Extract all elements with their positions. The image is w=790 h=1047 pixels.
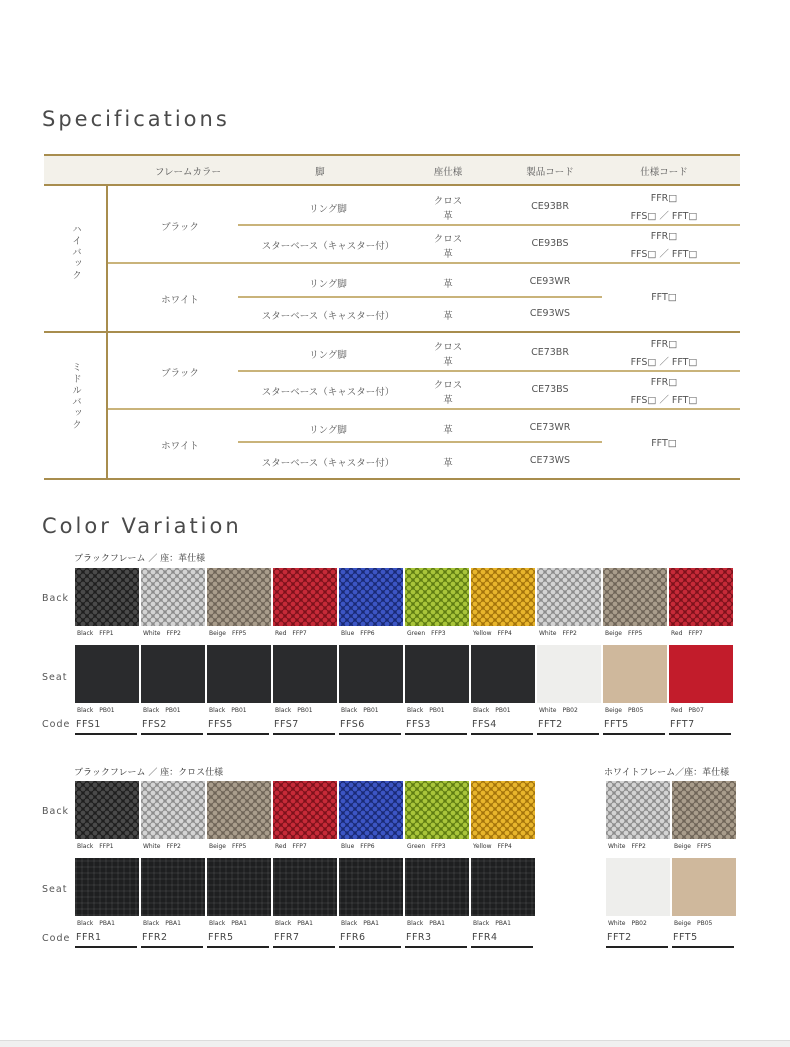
leg-cell: リング脚 (309, 425, 347, 436)
color-label-white: ホワイト (161, 295, 199, 306)
spec-code-label: FFT7 (670, 719, 695, 730)
back-swatch-caption: Red FFP7 (275, 843, 307, 850)
spec-code-label: FFS5 (208, 719, 233, 730)
group-rule (44, 331, 740, 333)
back-swatch (207, 781, 271, 839)
color-variation-title: Color Variation (42, 514, 242, 538)
leg-cell: スターベース（キャスター付） (261, 458, 395, 469)
color-label-white: ホワイト (161, 441, 199, 452)
seat-swatch-caption: Red PB07 (671, 707, 704, 714)
back-swatch-caption: Beige FFP5 (209, 843, 247, 850)
code-underline (603, 733, 665, 735)
leg-cell: スターベース（キャスター付） (261, 311, 395, 322)
spec-code-label: FFT2 (538, 719, 563, 730)
back-swatch (273, 781, 337, 839)
header-leg: 脚 (315, 167, 325, 178)
spec-code-label: FFR2 (142, 932, 168, 943)
seat-swatch-caption: Black PB01 (473, 707, 511, 714)
back-swatch-caption: White FFP2 (608, 843, 646, 850)
back-swatch-caption: Green FFP3 (407, 630, 446, 637)
back-swatch (339, 781, 403, 839)
seat-cell: クロス (433, 380, 463, 391)
seat-swatch (669, 645, 733, 703)
seat-swatch-caption: White PB02 (608, 920, 647, 927)
seat-swatch (141, 858, 205, 916)
spec-code-cell: FFR□ (650, 231, 678, 242)
seat-swatch (339, 645, 403, 703)
seat-swatch (603, 645, 667, 703)
leg-cell: スターベース（キャスター付） (261, 241, 395, 252)
product-code-cell: CE93WS (529, 308, 571, 319)
spec-code-cell: FFS□ ／ FFT□ (630, 395, 698, 406)
code-underline (669, 733, 731, 735)
seat-swatch (339, 858, 403, 916)
back-swatch (471, 781, 535, 839)
product-code-cell: CE93BR (531, 201, 569, 212)
row-rule (238, 370, 740, 372)
side-label-code: Code (42, 719, 71, 730)
back-swatch-caption: Black FFP1 (77, 630, 114, 637)
header-spec-code: 仕様コード (640, 167, 688, 178)
seat-cell: 革 (443, 311, 453, 322)
code-underline (141, 946, 203, 948)
spec-code-label: FFR1 (76, 932, 102, 943)
back-swatch-caption: Red FFP7 (671, 630, 703, 637)
seat-swatch-caption: Black PB01 (143, 707, 181, 714)
code-underline (537, 733, 599, 735)
back-swatch-caption: Green FFP3 (407, 843, 446, 850)
leg-cell: リング脚 (309, 350, 347, 361)
back-swatch-caption: Yellow FFP4 (473, 630, 512, 637)
group-label-midback: ミドルバック (70, 362, 81, 431)
back-swatch (405, 781, 469, 839)
code-underline (273, 733, 335, 735)
spec-code-cell: FFR□ (650, 193, 678, 204)
back-swatch (603, 568, 667, 626)
seat-swatch (75, 645, 139, 703)
code-underline (672, 946, 734, 948)
spec-code-label: FFR5 (208, 932, 234, 943)
back-swatch-caption: White FFP2 (539, 630, 577, 637)
side-label-seat: Seat (42, 672, 68, 683)
seat-cell: 革 (443, 249, 453, 260)
back-swatch (75, 781, 139, 839)
code-underline (471, 946, 533, 948)
seat-cell: 革 (443, 395, 453, 406)
back-swatch-caption: Beige FFP5 (605, 630, 643, 637)
seat-swatch-caption: Black PBA1 (341, 920, 379, 927)
code-underline (339, 733, 401, 735)
color-label-black: ブラック (161, 222, 199, 233)
side-label-code: Code (42, 933, 71, 944)
seat-swatch-caption: Black PBA1 (77, 920, 115, 927)
back-swatch-caption: Beige FFP5 (674, 843, 712, 850)
seat-swatch-caption: Beige PB05 (674, 920, 713, 927)
back-swatch-caption: Red FFP7 (275, 630, 307, 637)
product-code-cell: CE73WR (529, 422, 571, 433)
seat-swatch (273, 858, 337, 916)
back-swatch-caption: White FFP2 (143, 630, 181, 637)
code-underline (207, 946, 269, 948)
spec-code-label: FFR3 (406, 932, 432, 943)
back-swatch-caption: Blue FFP6 (341, 843, 375, 850)
group-label-highback: ハイバック (70, 224, 81, 282)
seat-swatch (141, 645, 205, 703)
product-code-cell: CE73WS (529, 455, 571, 466)
spec-code-label: FFT5 (673, 932, 698, 943)
code-underline (141, 733, 203, 735)
seat-swatch-caption: Black PBA1 (209, 920, 247, 927)
spec-code-cell: FFR□ (650, 339, 678, 350)
code-underline (405, 946, 467, 948)
seat-cell: 革 (443, 357, 453, 368)
spec-code-label: FFS6 (340, 719, 365, 730)
seat-cell: 革 (443, 425, 453, 436)
side-label-seat: Seat (42, 884, 68, 895)
spec-code-cell: FFT□ (651, 438, 677, 449)
back-swatch (405, 568, 469, 626)
back-swatch (141, 781, 205, 839)
spec-top-rule (44, 154, 740, 156)
row-rule (238, 441, 602, 443)
seat-swatch (405, 645, 469, 703)
spec-code-label: FFR6 (340, 932, 366, 943)
seat-swatch (207, 858, 271, 916)
spec-code-label: FFT2 (607, 932, 632, 943)
code-underline (273, 946, 335, 948)
seat-swatch-caption: Black PBA1 (473, 920, 511, 927)
back-swatch-caption: Blue FFP6 (341, 630, 375, 637)
back-swatch-caption: Black FFP1 (77, 843, 114, 850)
seat-swatch (207, 645, 271, 703)
seat-cell: クロス (433, 196, 463, 207)
back-swatch (75, 568, 139, 626)
color-rule (108, 408, 740, 410)
spec-header-rule (44, 184, 740, 186)
header-frame-color: フレームカラー (154, 167, 222, 178)
spec-code-label: FFR7 (274, 932, 300, 943)
leg-cell: スターベース（キャスター付） (261, 387, 395, 398)
seat-swatch (606, 858, 670, 916)
code-underline (606, 946, 668, 948)
spec-code-cell: FFT□ (651, 292, 677, 303)
product-code-cell: CE93WR (529, 276, 571, 287)
back-swatch (339, 568, 403, 626)
seat-swatch (471, 645, 535, 703)
spec-code-label: FFT5 (604, 719, 629, 730)
spec-code-label: FFS4 (472, 719, 497, 730)
specifications-title: Specifications (42, 107, 230, 131)
spec-code-cell: FFS□ ／ FFT□ (630, 357, 698, 368)
seat-swatch-caption: Beige PB05 (605, 707, 644, 714)
seat-swatch-caption: Black PBA1 (143, 920, 181, 927)
product-code-cell: CE93BS (531, 238, 569, 249)
spec-code-cell: FFR□ (650, 377, 678, 388)
leg-cell: リング脚 (309, 279, 347, 290)
spec-code-label: FFR4 (472, 932, 498, 943)
code-underline (207, 733, 269, 735)
seat-swatch-caption: White PB02 (539, 707, 578, 714)
code-underline (75, 946, 137, 948)
back-swatch (141, 568, 205, 626)
spec-bottom-rule (44, 478, 740, 480)
side-label-back: Back (42, 806, 70, 817)
seat-cell: 革 (443, 279, 453, 290)
spec-code-label: FFS2 (142, 719, 167, 730)
seat-swatch-caption: Black PB01 (209, 707, 247, 714)
spec-code-label: FFS7 (274, 719, 299, 730)
seat-swatch (273, 645, 337, 703)
seat-swatch (405, 858, 469, 916)
color-label-black: ブラック (161, 368, 199, 379)
seat-swatch-caption: Black PB01 (341, 707, 379, 714)
back-swatch (672, 781, 736, 839)
code-underline (405, 733, 467, 735)
header-seat: 座仕様 (433, 167, 463, 178)
block-sub-black-leather: ブラックフレーム ／ 座：革仕様 (74, 554, 206, 564)
back-swatch (537, 568, 601, 626)
row-rule (238, 224, 740, 226)
side-label-back: Back (42, 593, 70, 604)
product-code-cell: CE73BR (531, 347, 569, 358)
spec-code-label: FFS1 (76, 719, 101, 730)
seat-swatch-caption: Black PBA1 (407, 920, 445, 927)
seat-swatch (672, 858, 736, 916)
back-swatch (471, 568, 535, 626)
leg-cell: リング脚 (309, 204, 347, 215)
seat-cell: クロス (433, 342, 463, 353)
color-rule (108, 262, 740, 264)
seat-cell: 革 (443, 458, 453, 469)
back-swatch (669, 568, 733, 626)
block-sub-white-leather: ホワイトフレーム／座：革仕様 (604, 768, 730, 778)
block-sub-black-cloth: ブラックフレーム ／ 座：クロス仕様 (74, 768, 224, 778)
seat-swatch-caption: Black PB01 (407, 707, 445, 714)
seat-swatch-caption: Black PB01 (275, 707, 313, 714)
seat-swatch (471, 858, 535, 916)
code-underline (339, 946, 401, 948)
seat-swatch (537, 645, 601, 703)
seat-cell: クロス (433, 234, 463, 245)
seat-swatch (75, 858, 139, 916)
back-swatch (273, 568, 337, 626)
back-swatch (606, 781, 670, 839)
seat-swatch-caption: Black PB01 (77, 707, 115, 714)
back-swatch-caption: Yellow FFP4 (473, 843, 512, 850)
seat-swatch-caption: Black PBA1 (275, 920, 313, 927)
product-code-cell: CE73BS (531, 384, 569, 395)
code-underline (471, 733, 533, 735)
spec-code-cell: FFS□ ／ FFT□ (630, 211, 698, 222)
back-swatch-caption: Beige FFP5 (209, 630, 247, 637)
seat-cell: 革 (443, 211, 453, 222)
header-product-code: 製品コード (526, 167, 574, 178)
row-rule (238, 296, 602, 298)
back-swatch (207, 568, 271, 626)
back-swatch-caption: White FFP2 (143, 843, 181, 850)
spec-code-cell: FFS□ ／ FFT□ (630, 249, 698, 260)
spec-code-label: FFS3 (406, 719, 431, 730)
code-underline (75, 733, 137, 735)
